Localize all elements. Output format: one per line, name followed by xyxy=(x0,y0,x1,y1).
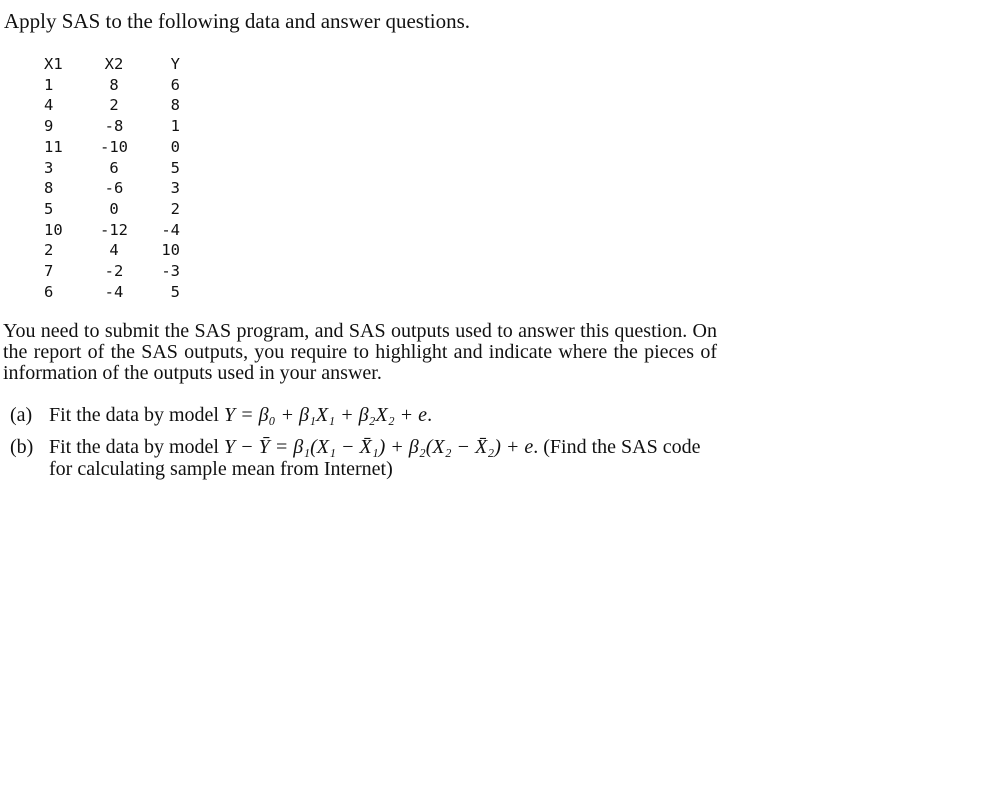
cell-x1: 8 xyxy=(44,179,54,198)
question-trailing-text: . xyxy=(427,404,433,426)
cell-y: 0 xyxy=(170,137,180,156)
cell-y: 5 xyxy=(170,158,180,177)
cell-x1: 6 xyxy=(44,282,54,301)
table-row xyxy=(44,75,180,96)
cell-x1: 7 xyxy=(44,262,54,281)
data-table xyxy=(44,54,180,302)
table-row xyxy=(44,199,180,220)
cell-x1: 10 xyxy=(44,220,63,239)
cell-x2: 6 xyxy=(109,158,119,177)
intro-text: Apply SAS to the following data and answer questions. xyxy=(4,9,471,33)
cell-y: 10 xyxy=(161,241,180,260)
cell-y: 8 xyxy=(170,96,180,115)
table-header-row xyxy=(44,54,180,75)
cell-y: -3 xyxy=(161,262,180,281)
instructions-paragraph: You need to submit the SAS program, and SAS outputs used to answer this question. On the report of the SAS outputs, you require to highlight and indicate where the pieces of information of the outputs used in your answer. xyxy=(3,320,717,384)
cell-y: 1 xyxy=(170,117,180,136)
cell-x2: 4 xyxy=(109,241,119,260)
table-row xyxy=(44,282,180,303)
question-trailing-text: . (Find the SAS code for calculating sample mean from Internet) xyxy=(49,436,701,480)
column-header-x2: X2 xyxy=(104,55,124,73)
question-label: (b) xyxy=(10,436,34,458)
cell-x2: 8 xyxy=(109,75,119,94)
column-header-x1: X1 xyxy=(44,55,63,73)
table-row xyxy=(44,116,180,137)
cell-y: 2 xyxy=(170,199,180,218)
table-row xyxy=(44,95,180,116)
question-label: (a) xyxy=(10,404,33,426)
cell-x1: 9 xyxy=(44,117,54,136)
cell-x1: 4 xyxy=(44,96,54,115)
cell-x2: -10 xyxy=(100,137,128,156)
cell-y: 3 xyxy=(170,179,180,198)
cell-y: -4 xyxy=(161,220,180,239)
cell-x2: -2 xyxy=(104,262,124,281)
cell-x1: 2 xyxy=(44,241,54,260)
cell-y: 5 xyxy=(170,282,180,301)
cell-x2: -4 xyxy=(104,282,124,301)
cell-x2: 0 xyxy=(109,199,119,218)
model-formula: Y = β₀ + β₁X₁ + β₂X₂ + e xyxy=(223,404,428,426)
question-item-b xyxy=(10,436,720,480)
question-text: Fit the data by model xyxy=(49,436,219,458)
model-formula: Y − Ȳ = β₁(X₁ − X̄₁) + β₂(X₂ − X̄₂) + e xyxy=(223,436,534,458)
question-item-a xyxy=(10,404,720,426)
question-text: Fit the data by model xyxy=(49,404,219,426)
table-row xyxy=(44,137,180,158)
cell-x1: 3 xyxy=(44,158,54,177)
cell-x2: -8 xyxy=(104,117,124,136)
table-row xyxy=(44,220,180,241)
column-header-y: Y xyxy=(170,55,180,73)
cell-x2: 2 xyxy=(109,96,119,115)
table-row xyxy=(44,178,180,199)
cell-x1: 1 xyxy=(44,75,54,94)
cell-x2: -12 xyxy=(100,220,128,239)
question-list xyxy=(10,404,720,490)
cell-x1: 5 xyxy=(44,199,54,218)
table-row xyxy=(44,240,180,261)
cell-y: 6 xyxy=(170,75,180,94)
cell-x1: 11 xyxy=(44,137,63,156)
table-row xyxy=(44,158,180,179)
cell-x2: -6 xyxy=(104,179,124,198)
table-row xyxy=(44,261,180,282)
